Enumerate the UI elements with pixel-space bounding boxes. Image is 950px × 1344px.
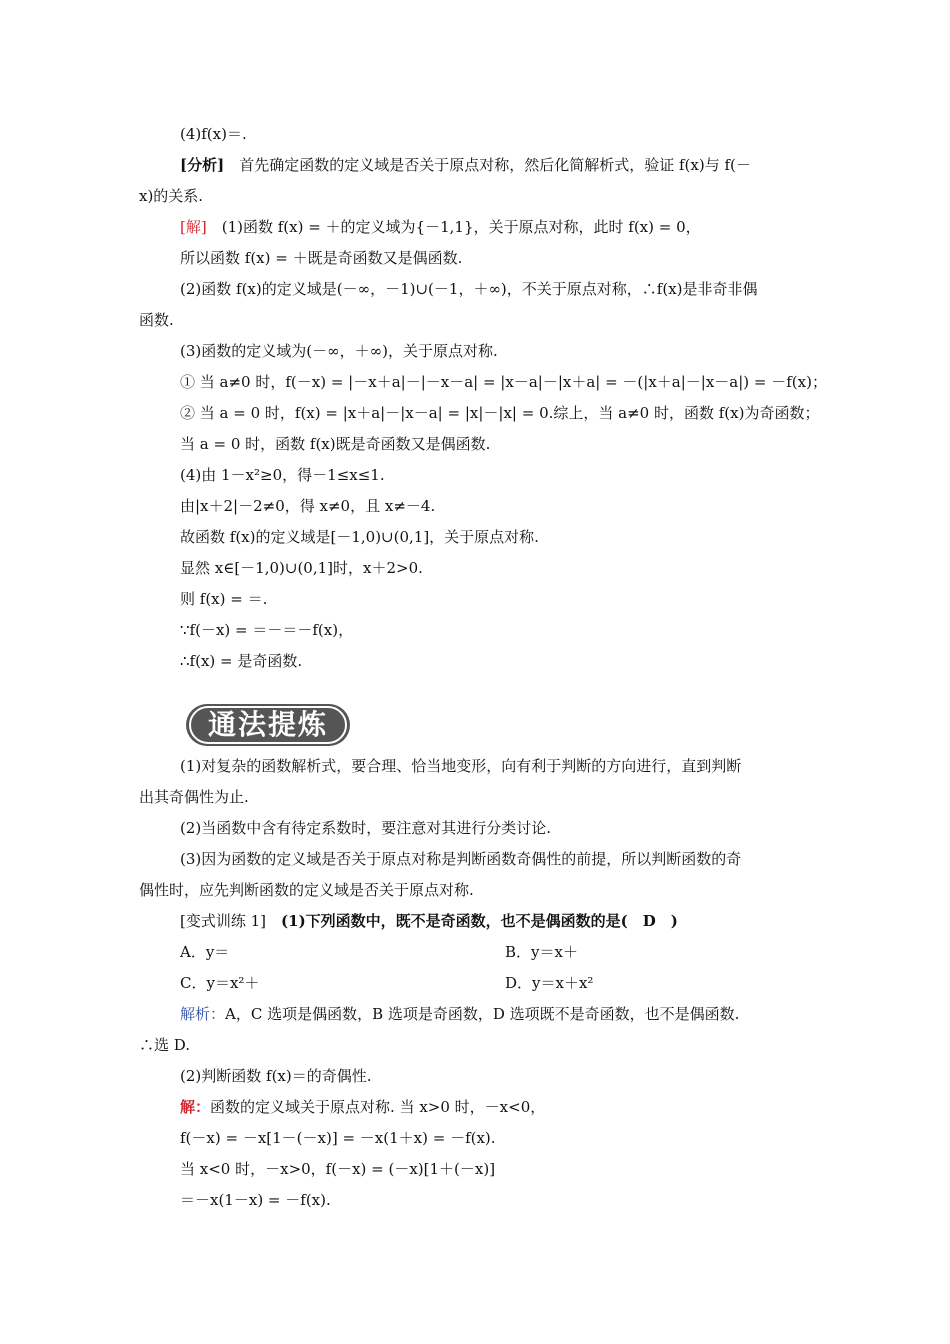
text-line: ∴选 D. (139, 1036, 191, 1054)
analysis-label: [分析] (180, 156, 225, 174)
section-banner (184, 700, 352, 750)
text-line: f(－x) = －x[1－(－x)] = －x(1＋x) = －f(x). (180, 1129, 496, 1147)
text-line: ∴f(x) = 是奇函数. (180, 652, 303, 670)
text-line: ＝－x(1－x) = －f(x). (180, 1191, 331, 1209)
text-line: 显然 x∈[－1,0)∪(0,1]时，x＋2>0. (180, 559, 423, 577)
option-c: C．y＝x²＋ (180, 974, 260, 992)
text-line: ∵f(－x) = ＝－＝－f(x)， (180, 621, 354, 639)
text-line: 则 f(x) = ＝. (180, 590, 268, 608)
answer-label: 解： (180, 1098, 211, 1116)
exercise-label: [变式训练 1] (180, 912, 267, 930)
explanation-line (180, 1004, 739, 1024)
text-line: (3)因为函数的定义域是否关于原点对称是判断函数奇偶性的前提，所以判断函数的奇 (180, 850, 742, 868)
text-line: (2)函数 f(x)的定义域是(－∞，－1)∪(－1，＋∞)，不关于原点对称，∴f(x)是非奇非偶 (180, 280, 758, 298)
explanation-label: 解析： (180, 1005, 226, 1023)
exercise-question: (1)下列函数中，既不是奇函数，也不是偶函数的是( D ) (266, 912, 678, 930)
text-line: (4)f(x)＝. (180, 125, 247, 143)
option-d: D．y＝x＋x² (505, 974, 594, 992)
text-line: x)的关系. (139, 187, 204, 205)
text-line: (2)当函数中含有待定系数时，要注意对其进行分类讨论. (180, 819, 552, 837)
solution-text: (1)函数 f(x) = ＋的定义域为{－1,1}，关于原点对称，此时 f(x) = 0， (206, 218, 701, 236)
answer-line (180, 1097, 545, 1117)
text-line: ① 当 a≠0 时，f(－x) = |－x＋a|－|－x－a| = |x－a|－|x＋a| = －(|x＋a|－|x－a|) = －f(x)； (180, 373, 827, 391)
analysis-line (180, 155, 751, 175)
text-line: (1)对复杂的函数解析式，要合理、恰当地变形，向有利于判断的方向进行，直到判断 (180, 757, 742, 775)
option-b: B．y＝x＋ (505, 943, 578, 961)
text-line: 函数. (139, 311, 174, 329)
text-line: 故函数 f(x)的定义域是[－1,0)∪(0,1]，关于原点对称. (180, 528, 539, 546)
analysis-text: 首先确定函数的定义域是否关于原点对称，然后化简解析式，验证 f(x)与 f(－ (224, 156, 751, 174)
text-line: 当 x<0 时，－x>0，f(－x) = (－x)[1＋(－x)] (180, 1160, 496, 1178)
text-line: (2)判断函数 f(x)＝的奇偶性. (180, 1067, 372, 1085)
text-line: (3)函数的定义域为(－∞，＋∞)，关于原点对称. (180, 342, 498, 360)
banner-title: 通法提炼 (207, 708, 328, 741)
text-line: 偶性时，应先判断函数的定义域是否关于原点对称. (139, 881, 474, 899)
answer-text: 函数的定义域关于原点对称. 当 x>0 时，－x<0， (210, 1098, 546, 1116)
text-line: 所以函数 f(x) = ＋既是奇函数又是偶函数. (180, 249, 463, 267)
exercise-line (180, 911, 678, 931)
text-line: 出其奇偶性为止. (139, 788, 249, 806)
solution-label: [解] (180, 218, 207, 236)
solution-line (180, 217, 701, 237)
text-line: 当 a = 0 时，函数 f(x)既是奇函数又是偶函数. (180, 435, 491, 453)
text-line: ② 当 a = 0 时，f(x) = |x＋a|－|x－a| = |x|－|x| = 0.综上，当 a≠0 时，函数 f(x)为奇函数； (180, 404, 820, 422)
explanation-text: A，C 选项是偶函数，B 选项是奇函数，D 选项既不是奇函数，也不是偶函数. (225, 1005, 740, 1023)
option-a: A．y＝ (180, 943, 230, 961)
text-line: 由|x＋2|－2≠0，得 x≠0，且 x≠－4. (180, 497, 436, 515)
text-line: (4)由 1－x²≥0，得－1≤x≤1. (180, 466, 385, 484)
